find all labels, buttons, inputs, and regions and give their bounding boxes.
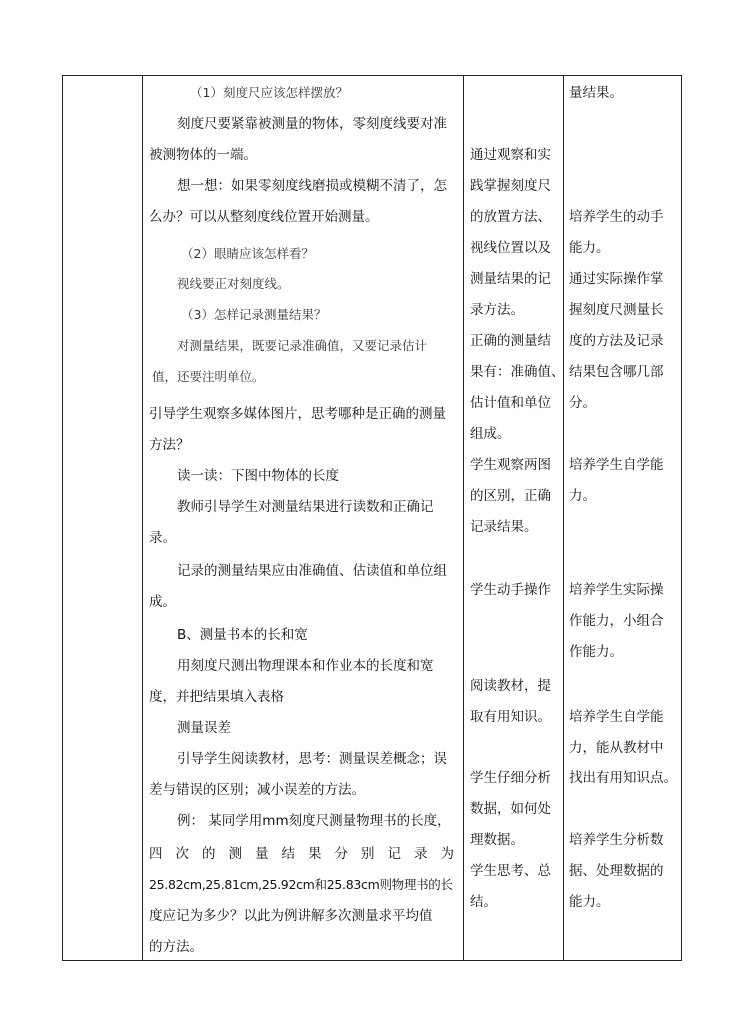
intent-line: 量结果。 xyxy=(569,85,623,101)
content-line: 方法？ xyxy=(149,437,190,453)
content-line: 被测物体的一端。 xyxy=(149,147,257,163)
intent-line: 培养学生自学能 xyxy=(569,457,664,473)
content-line: 的方法。 xyxy=(149,939,203,955)
intent-line: 培养学生分析数 xyxy=(569,832,664,848)
content-line: 视线要正对刻度线。 xyxy=(177,276,290,291)
table-bottom-border xyxy=(62,960,682,961)
intent-line: 据、处理数据的 xyxy=(569,863,664,879)
student-line: 记录结果。 xyxy=(470,519,538,535)
content-line: 对测量结果，既要记录准确值，又要记录估计 xyxy=(177,338,428,353)
content-line: B、测量书本的长和宽 xyxy=(177,627,308,643)
intent-line: 培养学生的动手 xyxy=(569,209,664,225)
content-line: 值，还要注明单位。 xyxy=(152,369,265,384)
content-line: （2）眼睛应该怎样看？ xyxy=(181,246,314,261)
student-line: 的区别，正确 xyxy=(470,488,551,504)
content-line: 么办？可以从整刻度线位置开始测量。 xyxy=(149,209,379,225)
intent-line: 握刻度尺测量长 xyxy=(569,302,664,318)
student-line: 估计值和单位 xyxy=(470,395,551,411)
student-line: 视线位置以及 xyxy=(470,240,551,256)
student-line: 数据，如何处 xyxy=(470,801,551,817)
content-line: 度应记为多少？以此为例讲解多次测量求平均值 xyxy=(149,908,433,924)
student-line: 录方法。 xyxy=(470,302,524,318)
column-divider-3 xyxy=(563,75,564,961)
content-line: 差与错误的区别；减小误差的方法。 xyxy=(149,782,365,798)
intent-line: 能力。 xyxy=(569,894,610,910)
content-line: 引导学生阅读教材，思考：测量误差概念；误 xyxy=(177,751,447,767)
student-line: 阅读教材，提 xyxy=(470,678,551,694)
intent-line: 培养学生实际操 xyxy=(569,582,664,598)
content-line: 25.82cm,25.81cm,25.92cm和25.83cm则物理书的长 xyxy=(149,877,453,892)
table-top-border xyxy=(62,75,682,76)
intent-line: 能力。 xyxy=(569,240,610,256)
content-line: 读一读：下图中物体的长度 xyxy=(177,468,339,484)
student-line: 学生思考、总 xyxy=(470,863,551,879)
content-line: （3）怎样记录测量结果？ xyxy=(181,307,327,322)
column-divider-1 xyxy=(142,75,143,961)
student-line: 的放置方法、 xyxy=(470,209,551,225)
column-divider-2 xyxy=(463,75,464,961)
student-line: 测量结果的记 xyxy=(470,271,551,287)
intent-line: 找出有用知识点。 xyxy=(569,770,677,786)
content-line: 想一想：如果零刻度线磨损或模糊不清了，怎 xyxy=(177,178,447,194)
intent-line: 分。 xyxy=(569,395,596,411)
student-line: 学生仔细分析 xyxy=(470,770,551,786)
student-line: 理数据。 xyxy=(470,832,524,848)
content-line: 测量误差 xyxy=(177,720,231,736)
content-line: 教师引导学生对测量结果进行读数和正确记 xyxy=(177,499,434,515)
student-line: 学生观察两图 xyxy=(470,457,551,473)
student-line: 正确的测量结 xyxy=(470,333,551,349)
intent-line: 通过实际操作掌 xyxy=(569,271,664,287)
content-line: 用刻度尺测出物理课本和作业本的长度和宽 xyxy=(177,658,434,674)
student-line: 组成。 xyxy=(470,426,511,442)
student-line: 结。 xyxy=(470,894,497,910)
content-line: 四 次 的 测 量 结 果 分 别 记 录 为 xyxy=(149,846,454,862)
intent-line: 度的方法及记录 xyxy=(569,333,664,349)
content-line: 录。 xyxy=(149,530,176,546)
student-line: 践掌握刻度尺 xyxy=(470,178,551,194)
content-line: 记录的测量结果应由准确值、估读值和单位组 xyxy=(177,563,447,579)
content-line: 刻度尺要紧靠被测量的物体，零刻度线要对准 xyxy=(177,116,447,132)
content-line: 例： 某同学用mm刻度尺测量物理书的长度， xyxy=(177,813,451,829)
content-line: （1）刻度尺应该怎样摆放？ xyxy=(190,85,348,100)
table-right-border xyxy=(681,75,682,961)
intent-line: 作能力，小组合 xyxy=(569,613,664,629)
intent-line: 培养学生自学能 xyxy=(569,709,664,725)
intent-line: 力，能从教材中 xyxy=(569,740,664,756)
intent-line: 力。 xyxy=(569,488,596,504)
content-line: 引导学生观察多媒体图片，思考哪种是正确的测量 xyxy=(149,406,446,422)
content-line: 成。 xyxy=(149,594,176,610)
table-left-border xyxy=(62,75,63,961)
student-line: 通过观察和实 xyxy=(470,147,551,163)
content-line: 度，并把结果填入表格 xyxy=(149,689,284,705)
student-line: 果有：准确值、 xyxy=(470,364,565,380)
student-line: 学生动手操作 xyxy=(470,582,551,598)
intent-line: 结果包含哪几部 xyxy=(569,364,664,380)
intent-line: 作能力。 xyxy=(569,644,623,660)
student-line: 取有用知识。 xyxy=(470,709,551,725)
